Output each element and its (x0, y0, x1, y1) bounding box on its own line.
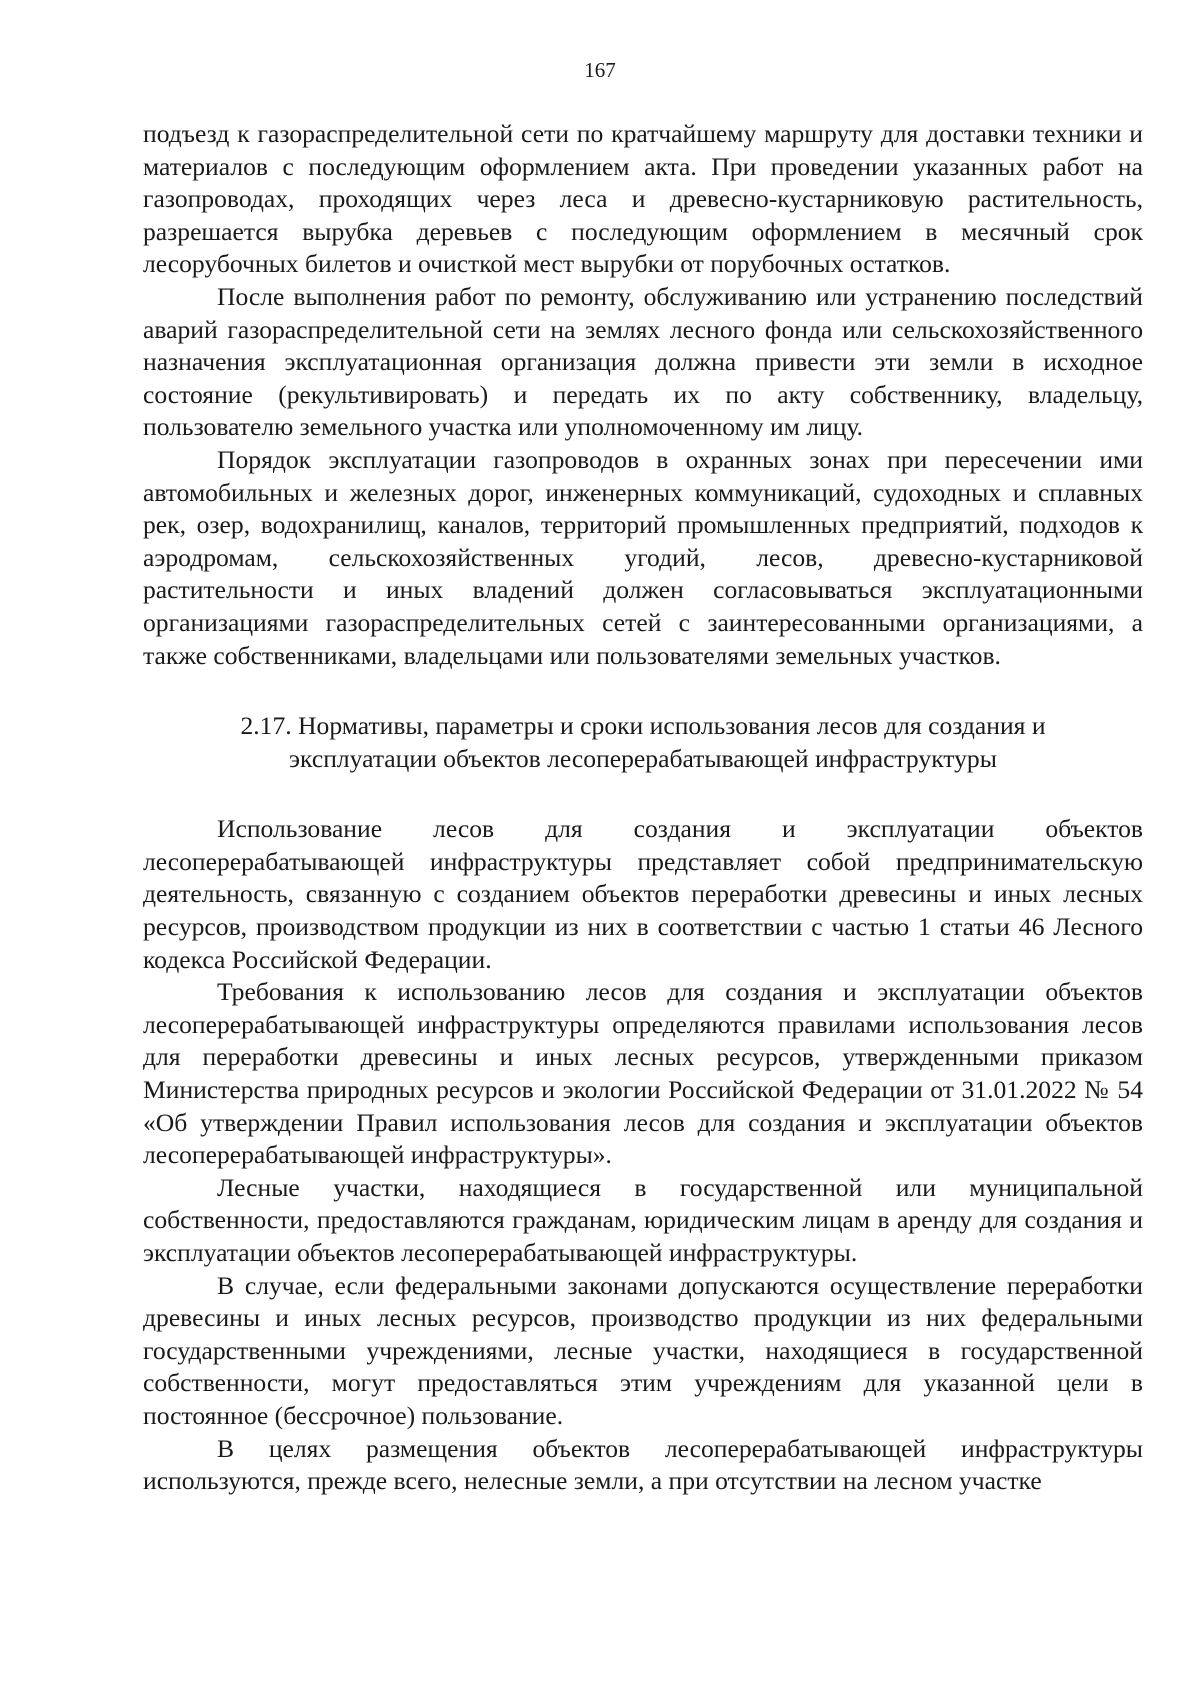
section-heading-line: 2.17. Нормативы, параметры и сроки использования лесов для создания и (240, 711, 1046, 741)
paragraph: Использование лесов для создания и эксплуатации объектов лесоперерабатывающей инфраструктуры представляет собой предпринимательскую деятельность, связанную с созданием объектов переработки древесины и иных лесных ресурсов, производством продукции из них в соответствии с частью 1 статьи 46 Лесного кодекса Российской Федерации. (143, 814, 1143, 974)
section-heading (143, 710, 1143, 775)
paragraph: В целях размещения объектов лесоперерабатывающей инфраструктуры используются, прежде всего, нелесные земли, а при отсутствии на лесном участке (143, 1433, 1143, 1496)
document-body (143, 118, 1143, 1498)
page-number: 167 (584, 58, 616, 82)
paragraph: Лесные участки, находящиеся в государственной или муниципальной собственности, предоставляются гражданам, юридическим лицам в аренду для создания и эксплуатации объектов лесоперерабатывающей инфраструктуры. (143, 1172, 1143, 1267)
paragraph: подъезд к газораспределительной сети по кратчайшему маршруту для доставки техники и материалов с последующим оформлением акта. При проведении указанных работ на газопроводах, проходящих через леса и древесно-кустарниковую растительность, разрешается вырубка деревьев с последующим оформлением в месячный срок лесорубочных билетов и очисткой мест вырубки от порубочных остатков. (143, 119, 1143, 279)
paragraph: После выполнения работ по ремонту, обслуживанию или устранению последствий аварий газораспределительной сети на землях лесного фонда или сельскохозяйственного назначения эксплуатационная организация должна привести эти земли в исходное состояние (рекультивировать) и передать их по акту собственнику, владельцу, пользователю земельного участка или уполномоченному им лицу. (143, 281, 1143, 442)
paragraph: В случае, если федеральными законами допускаются осуществление переработки древесины и иных лесных ресурсов, производство продукции из них федеральными государственными учреждениями, лесные участки, находящиеся в государственной собственности, могут предоставляться этим учреждениям для указанной цели в постоянное (бессрочное) пользование. (143, 1270, 1143, 1430)
section-heading-line: эксплуатации объектов лесоперерабатывающей инфраструктуры (289, 743, 997, 773)
paragraph: Требования к использованию лесов для создания и эксплуатации объектов лесоперерабатывающей инфраструктуры определяются правилами использования лесов для переработки древесины и иных лесных ресурсов, утвержденными приказом Министерства природных ресурсов и экологии Российской Федерации от 31.01.2022 № 54 «Об утверждении Правил использования лесов для создания и эксплуатации объектов лесоперерабатывающей инфраструктуры». (143, 977, 1143, 1170)
paragraph: Порядок эксплуатации газопроводов в охранных зонах при пересечении ими автомобильных и железных дорог, инженерных коммуникаций, судоходных и сплавных рек, озер, водохранилищ, каналов, территорий промышленных предприятий, подходов к аэродромам, сельскохозяйственных угодий, лесов, древесно-кустарниковой растительности и иных владений должен согласовываться эксплуатационными организациями газораспределительных сетей с заинтересованными организациями, а также собственниками, владельцами или пользователями земельных участков. (143, 444, 1143, 670)
